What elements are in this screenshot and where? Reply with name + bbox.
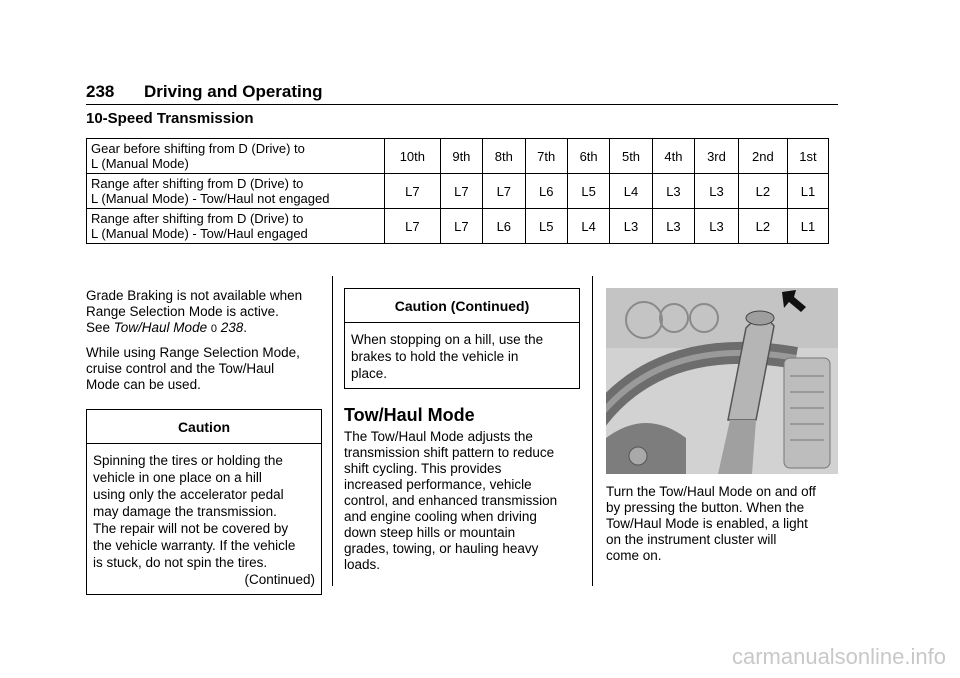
caution-body: Spinning the tires or holding the vehicle in one place on a hill using only the accelerator pedal may damage the transmission. The repair will not be covered by the vehicle warranty. If the vehicle is stuck, do not spin the tires. (Continued)	[93, 453, 315, 587]
table-cell: 9th	[440, 139, 482, 174]
table-cell: L2	[738, 209, 787, 244]
table-cell: L1	[787, 174, 828, 209]
table-cell: 6th	[567, 139, 609, 174]
caution-title: Caution	[87, 410, 321, 444]
table-cell: L6	[525, 174, 567, 209]
table-cell: 5th	[610, 139, 652, 174]
table-cell: L4	[567, 209, 609, 244]
tow-haul-paragraph: The Tow/Haul Mode adjusts the transmission shift pattern to reduce shift cycling. This provides increased performance, vehicle control, and enhanced transmission and engine cooling when driving down steep hills or mountain grades, towing, or hauling heavy loads.	[344, 429, 558, 572]
chapter-title: Driving and Operating	[144, 82, 323, 101]
table-cell: 8th	[483, 139, 525, 174]
section-title: 10-Speed Transmission	[86, 110, 254, 127]
table-cell: 3rd	[695, 139, 739, 174]
table-row	[87, 174, 829, 209]
table-cell: L4	[610, 174, 652, 209]
tow-haul-button-illustration	[606, 288, 838, 474]
steering-column-svg	[606, 288, 838, 474]
caution-continued-body: When stopping on a hill, use the brakes to hold the vehicle in place.	[351, 332, 544, 381]
column-middle	[344, 288, 580, 581]
steering-hub	[606, 423, 686, 474]
table-cell: L7	[385, 174, 441, 209]
table-cell: L6	[483, 209, 525, 244]
table-cell: 10th	[385, 139, 441, 174]
table-row	[87, 139, 829, 174]
caution-continued-box	[344, 288, 580, 389]
page-number: 238	[86, 82, 115, 101]
column-left	[86, 288, 322, 595]
table-cell: L5	[567, 174, 609, 209]
grade-braking-paragraph: Grade Braking is not available when Range Selection Mode is active. See Tow/Haul Mode 0 238.	[86, 288, 303, 335]
cross-reference-link[interactable]: Tow/Haul Mode	[113, 320, 208, 335]
range-selection-paragraph: While using Range Selection Mode, cruise control and the Tow/Haul Mode can be used.	[86, 345, 300, 392]
table-cell: L3	[610, 209, 652, 244]
site-watermark: carmanualsonline.info	[731, 644, 946, 669]
tow-haul-button	[746, 311, 774, 325]
row-label: Range after shifting from D (Drive) to L (Manual Mode) - Tow/Haul not engaged	[87, 174, 385, 209]
table-cell: L1	[787, 209, 828, 244]
table-cell: 1st	[787, 139, 828, 174]
column-divider-right	[592, 276, 593, 586]
table-cell: L3	[695, 174, 739, 209]
transmission-table	[86, 138, 829, 244]
table-cell: 2nd	[738, 139, 787, 174]
cross-reference-page[interactable]: 238	[220, 320, 244, 335]
air-vent	[784, 358, 830, 468]
column-right	[606, 288, 838, 572]
table-cell: L3	[652, 209, 694, 244]
page-header	[86, 82, 838, 105]
table-cell: L3	[652, 174, 694, 209]
column-divider-left	[332, 276, 333, 586]
table-cell: L7	[483, 174, 525, 209]
table-cell: 7th	[525, 139, 567, 174]
tow-haul-instructions: Turn the Tow/Haul Mode on and off by pressing the button. When the Tow/Haul Mode is enabled, a light on the instrument cluster will come on.	[606, 484, 816, 563]
table-cell: L5	[525, 209, 567, 244]
wheel-control-icon	[629, 447, 647, 465]
row-label: Range after shifting from D (Drive) to L (Manual Mode) - Tow/Haul engaged	[87, 209, 385, 244]
caution-box	[86, 409, 322, 595]
table-cell: L3	[695, 209, 739, 244]
caution-continued: (Continued)	[244, 572, 315, 587]
table-cell: L7	[385, 209, 441, 244]
row-label: Gear before shifting from D (Drive) to L (Manual Mode)	[87, 139, 385, 174]
table-cell: L7	[440, 209, 482, 244]
table-cell: L7	[440, 174, 482, 209]
tow-haul-heading: Tow/Haul Mode	[344, 405, 475, 425]
table-cell: 4th	[652, 139, 694, 174]
table-row	[87, 209, 829, 244]
page-reference-icon: 0	[210, 323, 217, 335]
caution-continued-title: Caution (Continued)	[345, 289, 579, 323]
table-cell: L2	[738, 174, 787, 209]
